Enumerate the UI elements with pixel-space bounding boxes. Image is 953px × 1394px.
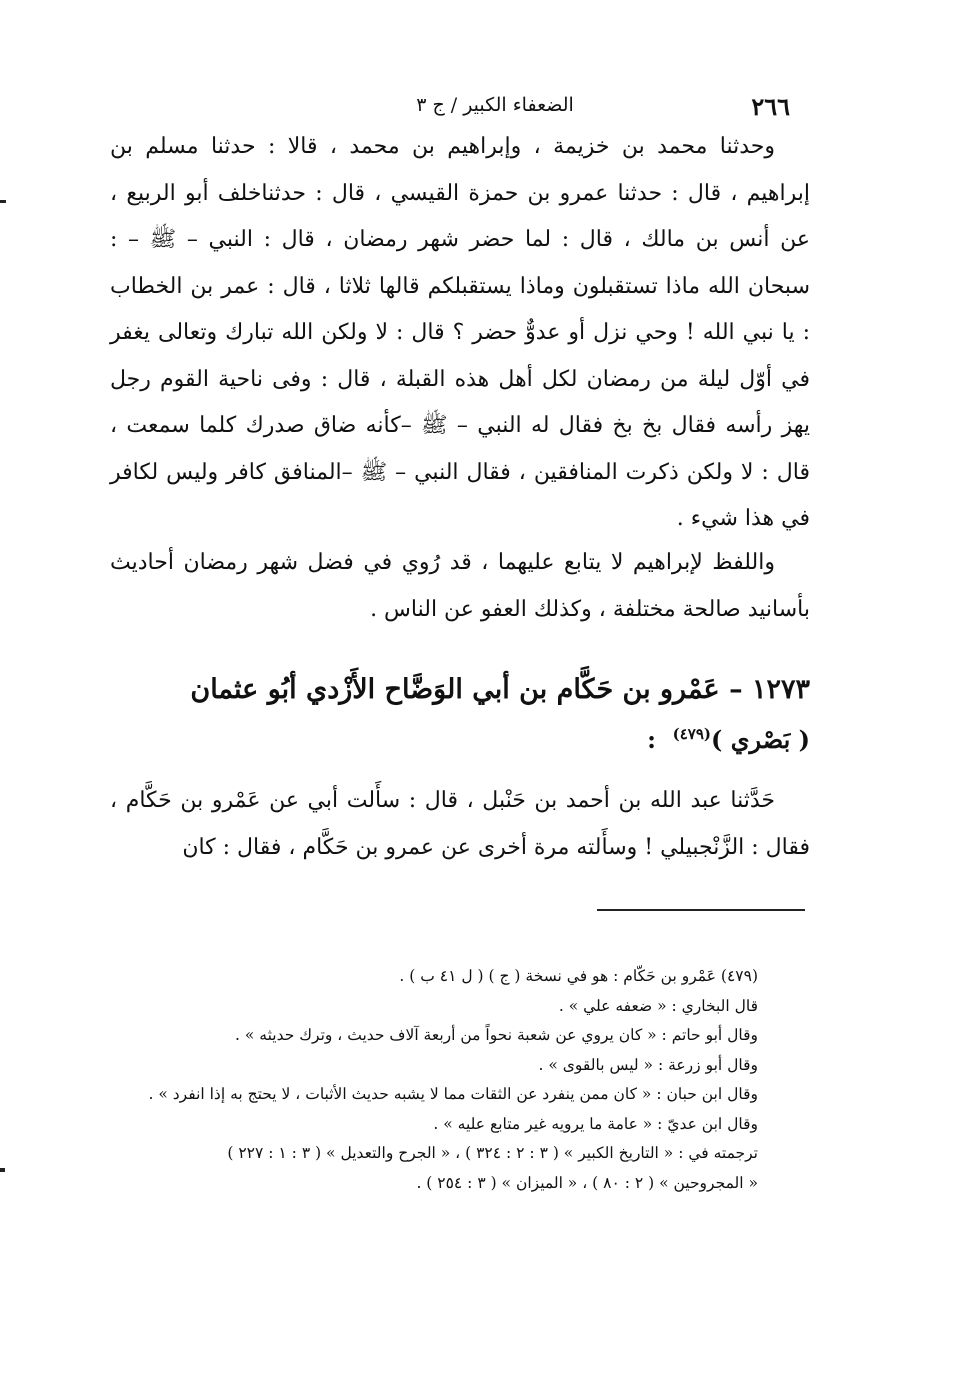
footnote-line: ترجمته في : « التاريخ الكبير » ( ٣ : ٢ : ٣٢٤ ) ، « الجرح والتعديل » ( ٣ : ١ : ٢٢٧ ) (227, 1144, 758, 1162)
entry-heading-line2: ( بَصْري )$^{(٤٧٩)}$ : (647, 725, 810, 754)
page-number: ٢٦٦ (751, 92, 790, 121)
paragraph-text: واللفظ لإبراهيم لا يتابع عليهما ، قد رُوي في فضل شهر رمضان أحاديث بأسانيد صالحة مختلفة ، وكذلك العفو عن الناس . (110, 550, 810, 622)
footnote-line: وقال ابن عديّ : « عامة ما يرويه غير متابع عليه » . (433, 1114, 758, 1133)
entry-heading-nisba: بَصْري (730, 725, 791, 754)
footnote-line: « المجروحين » ( ٢ : ٨٠ ) ، « الميزان » ( ٣ : ٢٥٤ ) . (416, 1173, 758, 1192)
footnote-line: وقال ابن حبان : « كان ممن ينفرد عن الثقات مما لا يشبه حديث الأثبات ، لا يحتج به إذا انفرد » . (148, 1085, 758, 1103)
main-paragraph-2 (110, 540, 810, 633)
entry-heading-colon: : (647, 725, 656, 754)
footnote-separator (597, 909, 805, 911)
footnotes (110, 962, 758, 1198)
main-paragraph-3 (110, 778, 810, 871)
scan-mark (0, 1168, 5, 1172)
paragraph-text: حَدَّثنا عبد الله بن أحمد بن حَنْبل ، قال : سأَلت أبي عن عَمْرو بن حَكَّام ، فقال : الزَّنْجبيلي ! وسأَلته مرة أخرى عن عمرو بن حَكَّام ، فقال : كان (110, 788, 810, 860)
page-header (110, 92, 790, 124)
footnote-line: (٤٧٩) عَمْرو بن حَكّام : هو في نسخة ( ج ) ( ل ٤١ ب ) . (399, 967, 758, 985)
paragraph-text: وحدثنا محمد بن خزيمة ، وإبراهيم بن محمد ، قالا : حدثنا مسلم بن إبراهيم ، قال : حدثنا عمرو بن حمزة القيسي ، قال : حدثناخلف أبو الربيع ، عن أنس بن مالك ، قال : لما حضر شهر رمضان ، قال : النبي – ﷺ – : سبحان الله ماذا تستقبلون وماذا يستقبلكم قالها ثلاثا ، قال : عمر بن الخطاب : يا نبي الله ! وحي نزل أو عدوٌّ حضر ؟ قال : لا ولكن الله تبارك وتعالى يغفر في أوّل ليلة من رمضان لكل أهل هذه القبلة ، قال : وفى ناحية القوم رجل يهز رأسه فقال بخ بخ فقال له النبي – ﷺ –كأنه ضاق صدرك كلما سمعت ، قال : لا ولكن ذكرت المنافقين ، فقال النبي – ﷺ –المنافق كافر وليس لكافر في هذا شيء . (110, 134, 810, 531)
footnote-line: وقال أبو زرعة : « ليس بالقوى » . (538, 1055, 758, 1074)
biography-entry-heading (110, 668, 810, 762)
main-paragraph-1 (110, 124, 810, 543)
footnote-line: وقال أبو حاتم : « كان يروي عن شعبة نحواً من أربعة آلاف حديث ، وترك حديثه » . (235, 1026, 758, 1044)
footnote-line: قال البخاري : « ضعفه علي » . (558, 996, 758, 1015)
scan-mark (0, 200, 6, 203)
running-title: الضعفاء الكبير / ج ٣ (416, 94, 574, 116)
footnote-reference: (٤٧٩) (672, 725, 712, 743)
entry-heading-title: ١٢٧٣ – عَمْرو بن حَكَّام بن أبي الوَضَّاح الأَزْدي أبُو عثمان (190, 674, 810, 705)
